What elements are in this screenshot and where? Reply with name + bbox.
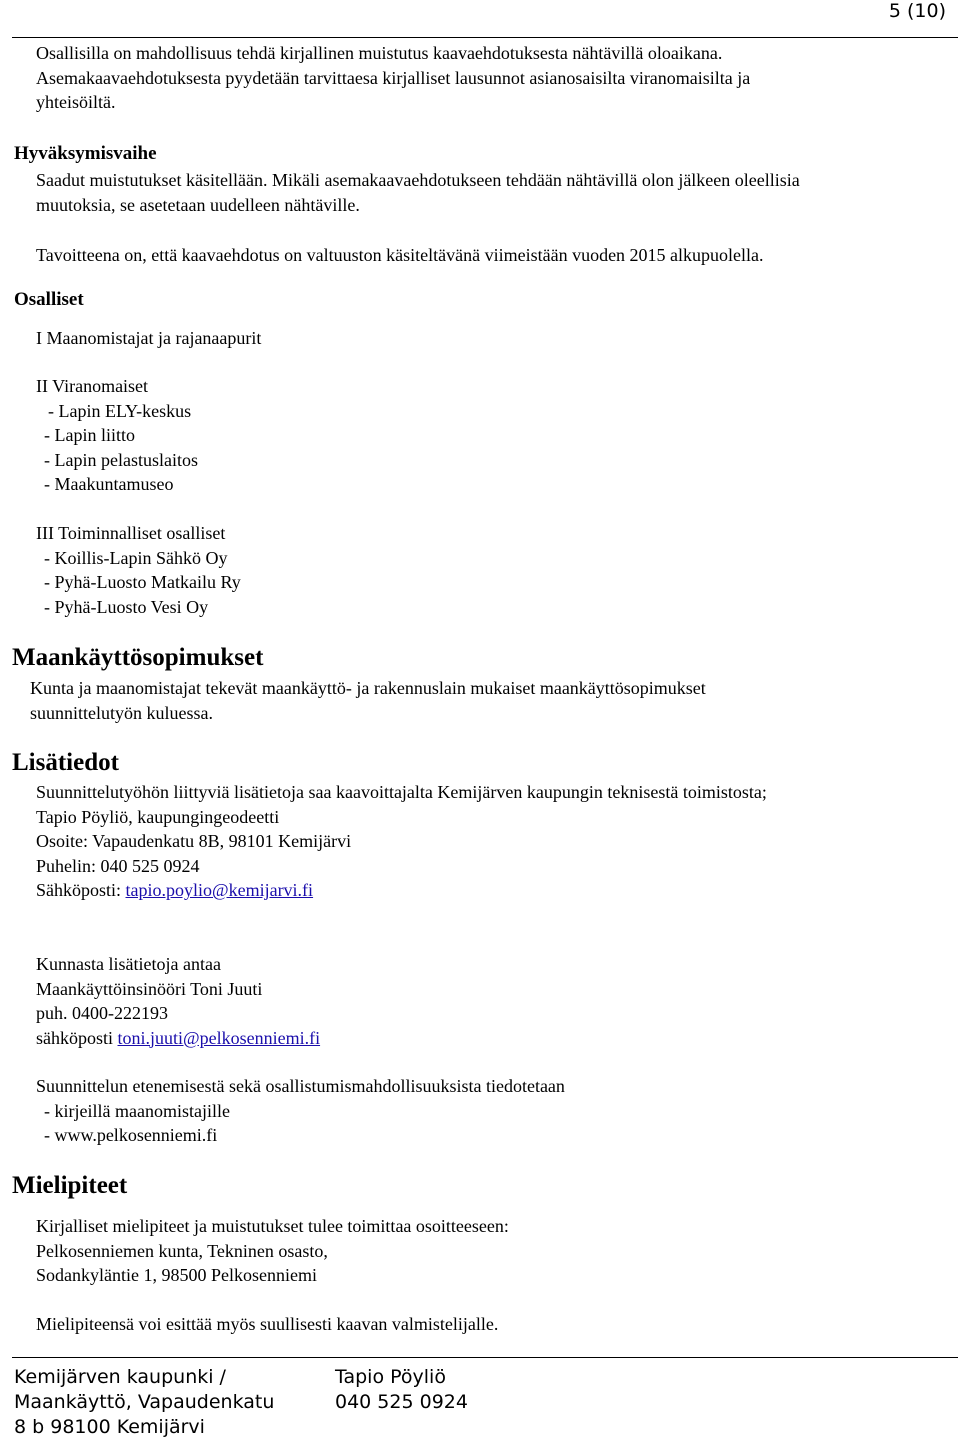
email-label: sähköposti (36, 1027, 118, 1048)
page-number: 5 (10) (888, 0, 946, 22)
maankaytto-text (30, 676, 706, 725)
address-line: Sodankyläntie 1, 98500 Pelkosenniemi (36, 1265, 317, 1285)
paragraph-line: muutoksia, se asetetaan uudelleen nähtäville. (36, 194, 360, 215)
heading-maankaytto: Maankäyttösopimukset (12, 644, 264, 671)
goal-text: Tavoitteena on, että kaavaehdotus on valtuuston käsiteltävänä viimeistään vuoden 2015 alkupuolella. (36, 245, 764, 265)
footer-contact (335, 1365, 468, 1415)
list-item: - Pyhä-Luosto Matkailu Ry (44, 572, 241, 592)
list-item: - kirjeillä maanomistajille (44, 1100, 230, 1121)
footer-rule (12, 1357, 958, 1358)
list-item: - Lapin ELY-keskus (48, 400, 192, 421)
paragraph-line: Kunnasta lisätietoja antaa (36, 954, 221, 974)
list-item: - Lapin liitto (44, 425, 135, 445)
oral-feedback-text: Mielipiteensä voi esittää myös suullisesti kaavan valmistelijalle. (36, 1314, 499, 1334)
list-item: - Maakuntamuseo (44, 474, 174, 494)
group-title: III Toiminnalliset osalliset (36, 523, 226, 543)
paragraph-line: suunnittelutyön kuluessa. (30, 702, 213, 723)
list-item: - Lapin pelastuslaitos (44, 449, 198, 470)
group-authorities (36, 374, 198, 497)
paragraph-line: Suunnittelun etenemisestä sekä osallistumismahdollisuuksista tiedotetaan (36, 1076, 565, 1096)
heading-mielipiteet: Mielipiteet (12, 1172, 128, 1199)
list-item: - www.pelkosenniemi.fi (44, 1125, 218, 1145)
footer-organization (14, 1365, 274, 1440)
group-landowners: I Maanomistajat ja rajanaapurit (36, 328, 262, 348)
lisatiedot-contact (36, 780, 767, 903)
paragraph-line: Kunta ja maanomistajat tekevät maankäyttö- ja rakennuslain mukaiset maankäyttösopimukset (30, 678, 706, 698)
contact-name: Maankäyttöinsinööri Toni Juuti (36, 978, 263, 999)
info-channels (36, 1074, 565, 1148)
heading-lisatiedot: Lisätiedot (12, 749, 119, 776)
contact-address: Osoite: Vapaudenkatu 8B, 98101 Kemijärvi (36, 831, 352, 851)
footer-line: 040 525 0924 (335, 1391, 468, 1413)
paragraph-line: Saadut muistutukset käsitellään. Mikäli asemakaavaehdotukseen tehdään nähtävillä olon jälkeen oleellisia (36, 170, 800, 190)
email-link[interactable]: toni.juuti@pelkosenniemi.fi (117, 1027, 321, 1048)
email-link[interactable]: tapio.poylio@kemijarvi.fi (125, 880, 314, 900)
paragraph-line: Suunnittelutyöhön liittyviä lisätietoja saa kaavoittajalta Kemijärven kaupungin teknisestä toimistosta; (36, 782, 767, 802)
footer-line: Maankäyttö, Vapaudenkatu (14, 1391, 275, 1413)
hyvaksymisvaihe-text (36, 168, 800, 217)
mielipiteet-address (36, 1214, 509, 1288)
intro-line: Osallisilla on mahdollisuus tehdä kirjallinen muistutus kaavaehdotuksesta nähtävillä oloaikana. (36, 43, 723, 63)
heading-osalliset: Osalliset (14, 289, 84, 310)
intro-line: Asemakaavaehdotuksesta pyydetään tarvittaesa kirjalliset lausunnot asianosaisilta viranomaisilta ja (36, 67, 751, 88)
contact-email-line (36, 878, 767, 903)
list-item: - Koillis-Lapin Sähkö Oy (44, 547, 228, 568)
heading-hyvaksymisvaihe: Hyväksymisvaihe (14, 143, 157, 164)
group-title: II Viranomaiset (36, 376, 149, 396)
contact-phone: puh. 0400-222193 (36, 1003, 168, 1023)
email-label: Sähköposti: (36, 880, 126, 900)
group-operational (36, 521, 241, 619)
header-rule (12, 37, 958, 38)
address-line: Pelkosenniemen kunta, Tekninen osasto, (36, 1240, 328, 1261)
footer-line: Tapio Pöyliö (335, 1366, 446, 1388)
list-item: - Pyhä-Luosto Vesi Oy (44, 596, 209, 617)
footer-line: Kemijärven kaupunki / (14, 1366, 226, 1388)
intro-text (36, 41, 750, 115)
contact-name: Tapio Pöyliö, kaupungingeodeetti (36, 806, 280, 827)
municipal-contact (36, 952, 320, 1050)
paragraph-line: Kirjalliset mielipiteet ja muistutukset tulee toimittaa osoitteeseen: (36, 1216, 509, 1236)
footer-line: 8 b 98100 Kemijärvi (14, 1416, 205, 1438)
contact-phone: Puhelin: 040 525 0924 (36, 855, 200, 876)
contact-email-line (36, 1026, 320, 1051)
intro-line: yhteisöiltä. (36, 92, 116, 112)
